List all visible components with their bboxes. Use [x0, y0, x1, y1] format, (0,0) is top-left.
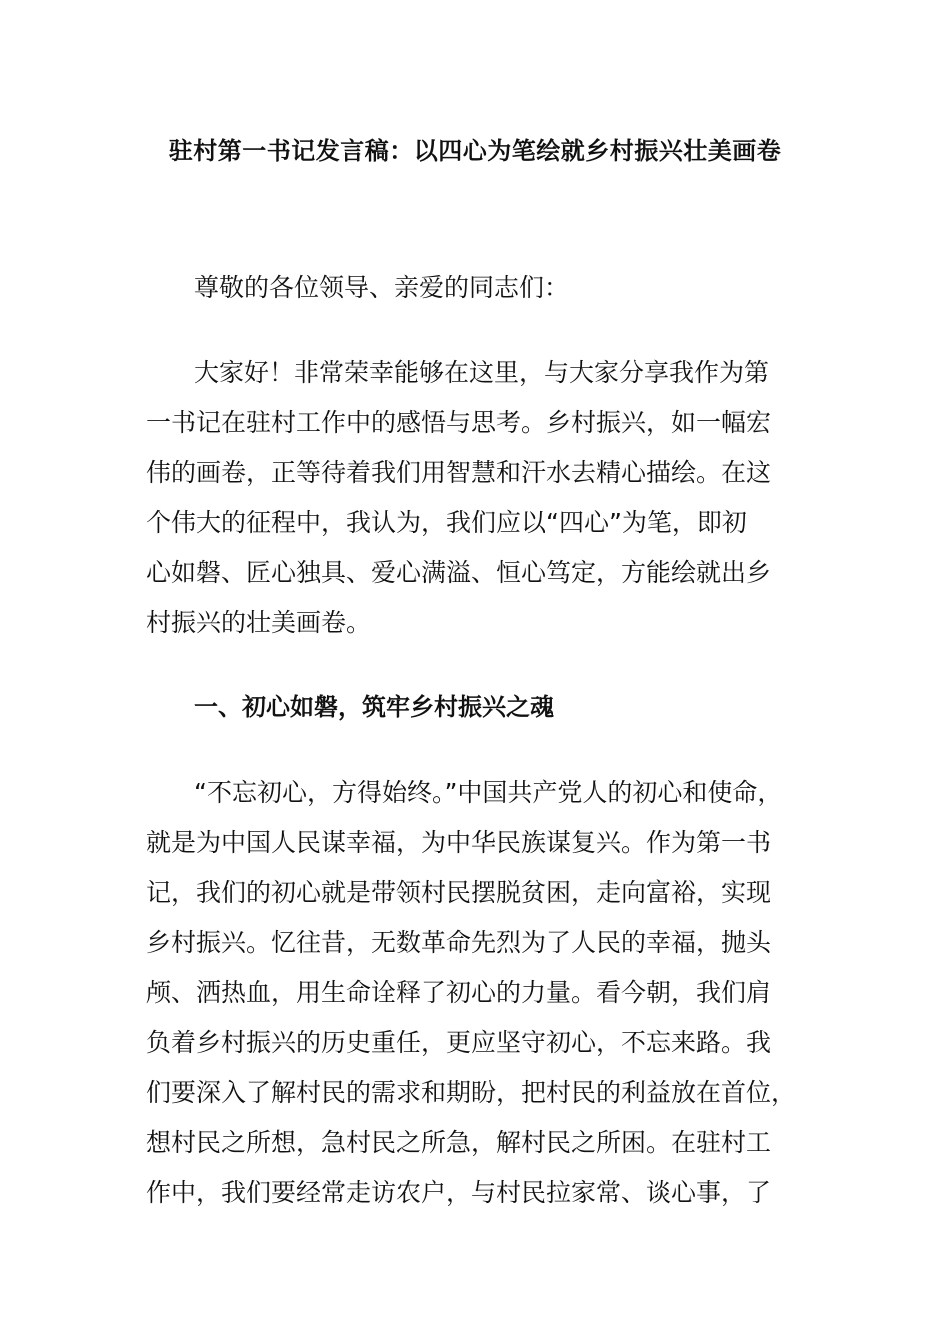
paragraph-line: 伟的画卷，正等待着我们用智慧和汗水去精心描绘。在这 [146, 458, 772, 487]
section-heading: 一、初心如磐，筑牢乡村振兴之魂 [194, 693, 554, 721]
paragraph-line: 乡村振兴。忆往昔，无数革命先烈为了人民的幸福，抛头 [146, 928, 772, 957]
paragraph-line: 想村民之所想，急村民之所急，解村民之所困。在驻村工 [146, 1128, 772, 1157]
section-1-paragraph [146, 768, 826, 1218]
paragraph-line: 一书记在驻村工作中的感悟与思考。乡村振兴，如一幅宏 [146, 408, 772, 437]
paragraph-line: 作中，我们要经常走访农户，与村民拉家常、谈心事，了 [146, 1178, 772, 1207]
paragraph-line: “不忘初心，方得始终。”中国共产党人的初心和使命， [194, 778, 783, 807]
salutation: 尊敬的各位领导、亲爱的同志们： [194, 273, 570, 302]
paragraph-line: 大家好！非常荣幸能够在这里，与大家分享我作为第 [194, 358, 770, 387]
paragraph-line: 们要深入了解村民的需求和期盼，把村民的利益放在首位， [146, 1078, 797, 1107]
paragraph-line: 负着乡村振兴的历史重任，更应坚守初心，不忘来路。我 [146, 1028, 772, 1057]
paragraph-line: 颅、洒热血，用生命诠释了初心的力量。看今朝，我们肩 [146, 978, 772, 1007]
paragraph-line: 就是为中国人民谋幸福，为中华民族谋复兴。作为第一书 [146, 828, 772, 857]
paragraph-line: 村振兴的壮美画卷。 [146, 608, 372, 637]
paragraph-line: 记，我们的初心就是带领村民摆脱贫困，走向富裕，实现 [146, 878, 772, 907]
paragraph-line: 心如磐、匠心独具、爱心满溢、恒心笃定，方能绘就出乡 [146, 558, 772, 587]
paragraph-line: 个伟大的征程中，我认为，我们应以“四心”为笔，即初 [146, 508, 747, 537]
intro-paragraph [146, 348, 826, 648]
document-title: 驻村第一书记发言稿：以四心为笔绘就乡村振兴壮美画卷 [168, 137, 782, 165]
